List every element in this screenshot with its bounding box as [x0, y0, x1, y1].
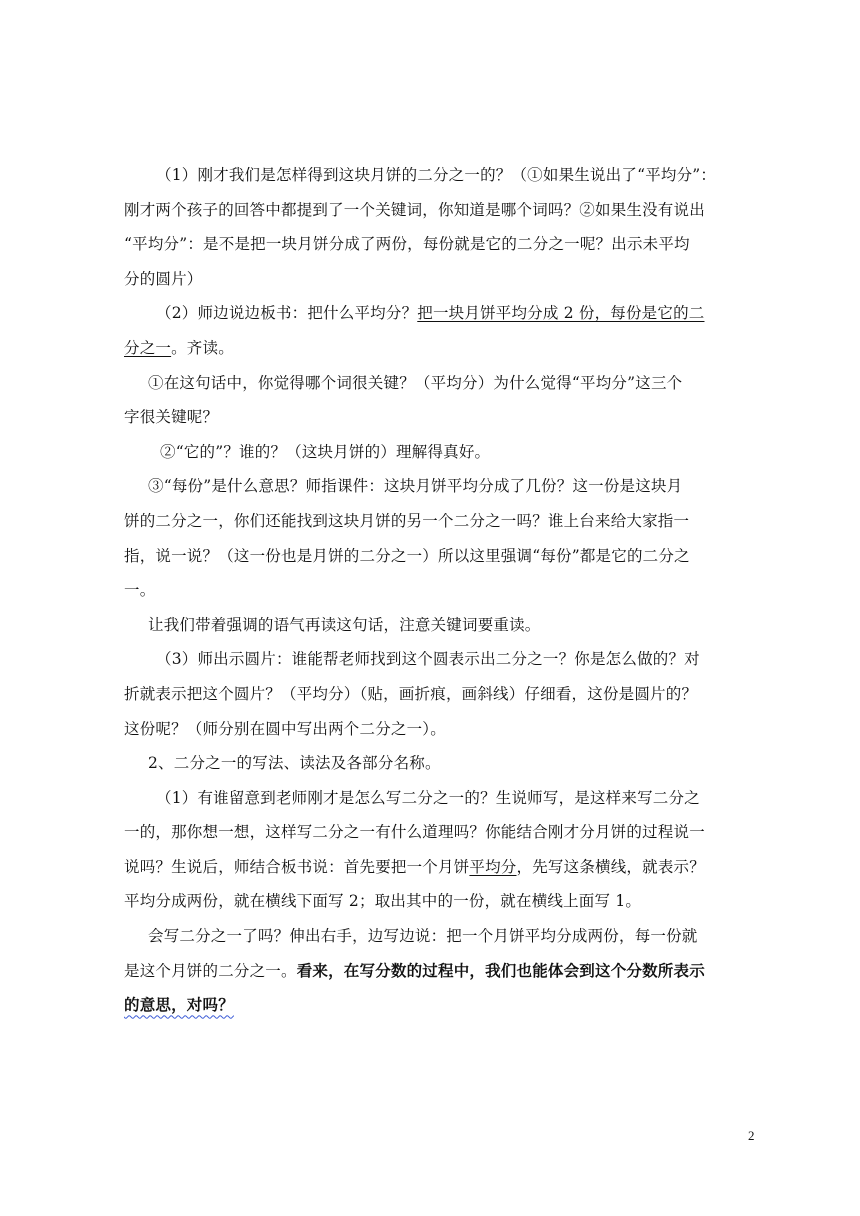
text-line	[124, 435, 760, 470]
text-span: 让我们带着强调的语气再读这句话，注意关键词要重读。	[148, 615, 541, 634]
text-line	[124, 712, 760, 747]
text-span: （1）刚才我们是怎样得到这块月饼的二分之一的？（①如果生说出了“平均分”：	[156, 166, 717, 184]
text-line	[124, 469, 760, 504]
text-span: ①在这句话中，你觉得哪个词很关键？（平均分）为什么觉得“平均分”这三个	[148, 373, 683, 392]
text-line	[124, 366, 760, 401]
text-line	[124, 677, 760, 712]
text-line	[124, 539, 760, 574]
text-span: （1）有谁留意到老师刚才是怎么写二分之一的？生说师写，是这样来写二分之	[156, 788, 700, 807]
text-line	[124, 850, 760, 885]
text-span: 一。	[124, 581, 156, 600]
text-span: 平均分成两份，就在横线下面写 2；取出其中的一份，就在横线上面写 1。	[124, 892, 642, 911]
text-line	[124, 642, 760, 677]
section-heading	[124, 746, 760, 781]
text-line	[124, 884, 760, 919]
text-span: 2、二分之一的写法、读法及各部分名称。	[148, 754, 441, 773]
text-line	[124, 331, 760, 366]
text-span: 说吗？生说后，师结合板书说：首先要把一个月饼	[124, 857, 470, 876]
text-span: 会写二分之一了吗？伸出右手，边写边说：把一个月饼平均分成两份，每一份就	[148, 927, 698, 946]
document-body	[124, 158, 760, 1023]
text-span: 这份呢？（师分别在圆中写出两个二分之一）。	[124, 719, 446, 738]
underlined-text: 分之一	[124, 338, 172, 357]
text-line	[124, 227, 760, 262]
text-line	[124, 262, 760, 297]
text-span: ，先写这条横线，就表示？	[516, 857, 705, 876]
text-span: 折就表示把这个圆片？（平均分）（贴，画折痕，画斜线）仔细看，这份是圆片的？	[124, 684, 698, 703]
text-span: 指，说一说？（这一份也是月饼的二分之一）所以这里强调“每份”都是它的二分之	[124, 546, 690, 565]
text-line	[124, 608, 760, 643]
text-span: 。齐读。	[171, 338, 234, 357]
text-line	[124, 400, 760, 435]
text-span: （3）师出示圆片：谁能帮老师找到这个圆表示出二分之一？你是怎么做的？对	[156, 650, 700, 669]
text-line	[124, 919, 760, 954]
text-span: ②“它的”？谁的？（这块月饼的）理解得真好。	[160, 442, 491, 461]
text-span: 一的，那你想一想，这样写二分之一有什么道理吗？你能结合刚才分月饼的过程说一	[124, 823, 705, 842]
text-line	[124, 781, 760, 816]
text-line	[124, 815, 760, 850]
text-span: （2）师边说边板书：把什么平均分？	[156, 304, 418, 323]
text-line	[124, 296, 760, 331]
text-line	[124, 573, 760, 608]
text-line	[124, 193, 760, 228]
text-span: 分的圆片）	[124, 269, 203, 288]
text-span: 是这个月饼的二分之一。	[124, 961, 297, 980]
underlined-text: 平均分	[469, 857, 517, 876]
text-line	[124, 988, 760, 1023]
page-number: 2	[748, 1128, 755, 1143]
text-line	[124, 954, 760, 989]
bold-text: 的意思，对吗？	[124, 995, 234, 1015]
text-span: “平均分”：是不是把一块月饼分成了两份，每份就是它的二分之一呢？出示未平均	[124, 235, 690, 254]
bold-text: 看来，在写分数的过程中，我们也能体会到这个分数所表示	[296, 960, 705, 980]
text-span: ③“每份”是什么意思？师指课件：这块月饼平均分成了几份？这一份是这块月	[148, 477, 683, 496]
text-span: 饼的二分之一，你们还能找到这块月饼的另一个二分之一吗？谁上台来给大家指一	[124, 511, 690, 530]
text-line	[124, 158, 760, 193]
underlined-text: 把一块月饼平均分成 2 份，每份是它的二	[417, 304, 705, 323]
text-line	[124, 504, 760, 539]
text-span: 刚才两个孩子的回答中都提到了一个关键词，你知道是哪个词吗？②如果生没有说出	[124, 200, 705, 219]
text-span: 字很关键呢？	[124, 408, 219, 427]
